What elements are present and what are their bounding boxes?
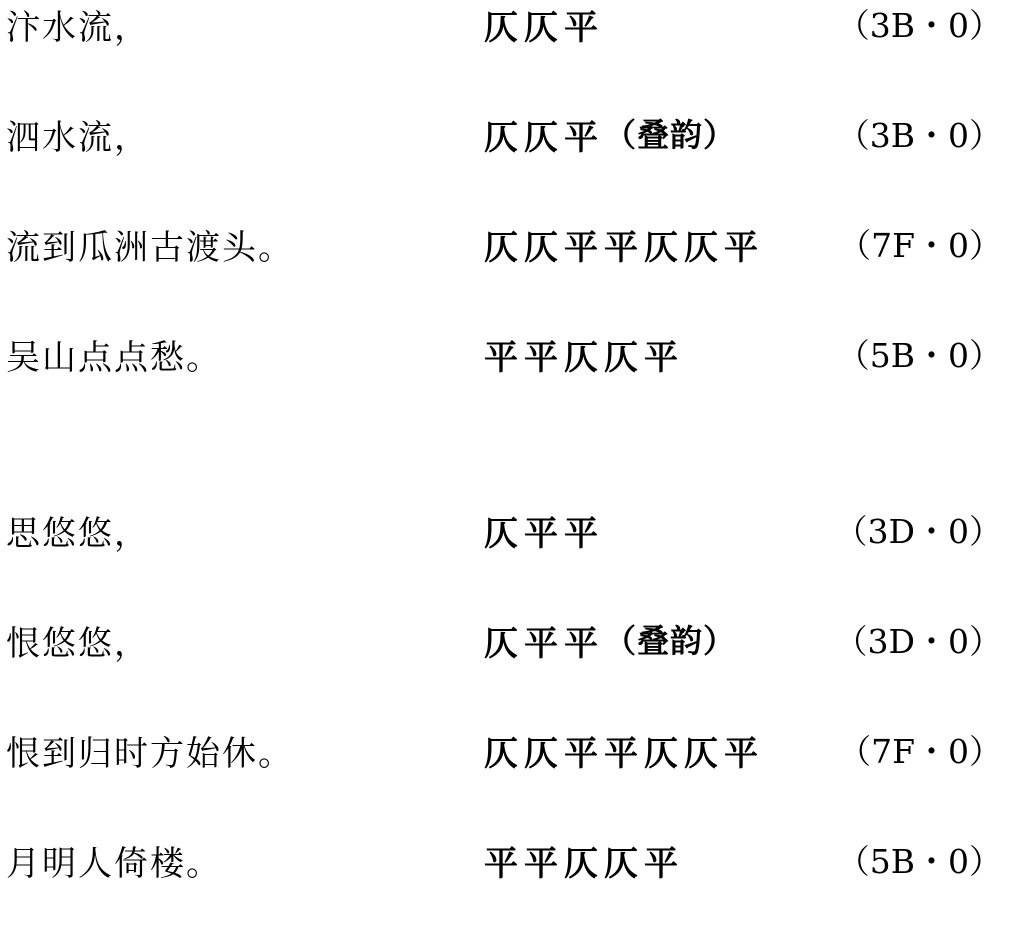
tonal-pattern-group bbox=[484, 726, 764, 775]
poem-lyric-text: 思悠悠， bbox=[6, 514, 150, 554]
tone-glyph: 平 bbox=[524, 844, 558, 884]
stanza-gap bbox=[0, 440, 1010, 506]
poem-line-row bbox=[0, 836, 1010, 946]
tonal-pattern-group bbox=[484, 0, 604, 49]
line-code-label: （3B・0） bbox=[836, 6, 1002, 45]
rhyme-note: （叠韵） bbox=[604, 116, 737, 154]
tone-glyph: 平 bbox=[564, 8, 598, 48]
poem-line-row bbox=[0, 220, 1010, 330]
tone-glyph: 平 bbox=[644, 338, 678, 378]
rhyme-note: （叠韵） bbox=[604, 622, 737, 660]
poem-line-row bbox=[0, 616, 1010, 726]
tone-glyph: 仄 bbox=[484, 734, 518, 774]
line-code-label: （5B・0） bbox=[836, 842, 1002, 881]
tone-glyph: 平 bbox=[524, 624, 558, 664]
tone-glyph: 仄 bbox=[564, 338, 598, 378]
tone-glyph: 仄 bbox=[484, 514, 518, 554]
tone-glyph: 平 bbox=[564, 118, 598, 158]
tone-glyph: 平 bbox=[524, 514, 558, 554]
poem-line-row bbox=[0, 110, 1010, 220]
tone-glyph: 仄 bbox=[564, 844, 598, 884]
poem-lyric-text: 恨到归时方始休。 bbox=[6, 734, 294, 774]
line-code-label: （3D・0） bbox=[834, 622, 1002, 661]
tone-glyph: 平 bbox=[484, 844, 518, 884]
line-code-label: （3D・0） bbox=[834, 512, 1002, 551]
line-code-label: （3B・0） bbox=[836, 116, 1002, 155]
poem-line-row bbox=[0, 506, 1010, 616]
tone-glyph: 仄 bbox=[524, 228, 558, 268]
tone-glyph: 平 bbox=[484, 338, 518, 378]
line-code-label: （7F・0） bbox=[838, 732, 1002, 771]
tone-glyph: 仄 bbox=[604, 844, 638, 884]
tone-glyph: 平 bbox=[524, 338, 558, 378]
poem-lyric-text: 流到瓜洲古渡头。 bbox=[6, 228, 294, 268]
tone-glyph: 仄 bbox=[484, 624, 518, 664]
tone-glyph: 仄 bbox=[604, 338, 638, 378]
tone-glyph: 平 bbox=[604, 228, 638, 268]
tone-glyph: 仄 bbox=[524, 118, 558, 158]
tone-glyph: 平 bbox=[724, 734, 758, 774]
line-code-label: （7F・0） bbox=[838, 226, 1002, 265]
tonal-pattern-group bbox=[484, 836, 684, 885]
tone-glyph: 平 bbox=[564, 228, 598, 268]
tone-glyph: 平 bbox=[564, 624, 598, 664]
poem-lyric-text: 泗水流， bbox=[6, 118, 150, 158]
tone-glyph: 仄 bbox=[684, 734, 718, 774]
line-code-label: （5B・0） bbox=[836, 336, 1002, 375]
tonal-pattern-group bbox=[484, 220, 764, 269]
tone-glyph: 仄 bbox=[644, 734, 678, 774]
poem-line-row bbox=[0, 726, 1010, 836]
tone-glyph: 仄 bbox=[484, 8, 518, 48]
tone-glyph: 仄 bbox=[524, 8, 558, 48]
poem-lyric-text: 恨悠悠， bbox=[6, 624, 150, 664]
tone-glyph: 仄 bbox=[484, 228, 518, 268]
poem-line-row bbox=[0, 330, 1010, 440]
tone-glyph: 平 bbox=[564, 514, 598, 554]
tone-glyph: 仄 bbox=[644, 228, 678, 268]
tone-glyph: 平 bbox=[724, 228, 758, 268]
tonal-pattern-group bbox=[484, 506, 604, 555]
poem-lyric-text: 月明人倚楼。 bbox=[6, 844, 222, 884]
tone-glyph: 平 bbox=[604, 734, 638, 774]
tone-glyph: 仄 bbox=[524, 734, 558, 774]
poem-line-row bbox=[0, 0, 1010, 110]
tone-glyph: 平 bbox=[644, 844, 678, 884]
tone-glyph: 仄 bbox=[684, 228, 718, 268]
tone-glyph: 平 bbox=[564, 734, 598, 774]
tone-glyph: 仄 bbox=[484, 118, 518, 158]
tonal-pattern-group bbox=[484, 110, 736, 159]
tonal-pattern-group bbox=[484, 616, 736, 665]
tonal-pattern-group bbox=[484, 330, 684, 379]
poem-lyric-text: 吴山点点愁。 bbox=[6, 338, 222, 378]
poem-lyric-text: 汴水流， bbox=[6, 8, 150, 48]
